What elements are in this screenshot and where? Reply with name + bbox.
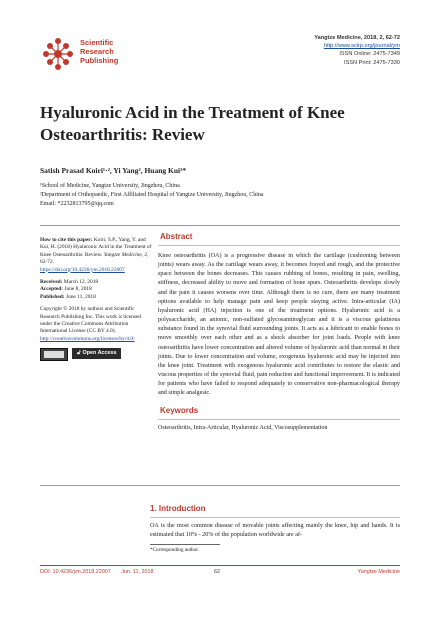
abstract-column bbox=[158, 232, 400, 431]
abstract-heading: Abstract bbox=[158, 232, 400, 246]
footnote-rule bbox=[150, 544, 220, 545]
issn-print: ISSN Print: 2475-7330 bbox=[344, 59, 400, 66]
section-divider bbox=[40, 485, 400, 486]
footer-journal: Yangtze Medicine bbox=[357, 569, 400, 575]
journal-info bbox=[200, 34, 400, 67]
received-label: Received: bbox=[40, 279, 63, 286]
paper-title bbox=[40, 102, 400, 146]
footnote: *Corresponding author. bbox=[150, 547, 199, 553]
cite-text: Koiri, S.P., Yang, Y. and Kui, H. (2018) Hyaluronic Acid in the Treatment of Knee Osteoarthritis: Review. bbox=[40, 237, 152, 258]
open-access-badge bbox=[72, 348, 121, 359]
journal-citation: Yangtze Medicine, 2018, 2, 62-72 bbox=[314, 35, 400, 41]
footer-date: Jun. 11, 2018 bbox=[121, 569, 154, 575]
publisher-name-line: Scientific bbox=[80, 38, 114, 47]
accepted-date: June 8, 2018 bbox=[63, 286, 92, 293]
open-access-label: Open Access bbox=[82, 350, 117, 357]
page-number: 62 bbox=[214, 569, 220, 575]
open-lock-icon: 🔓︎ bbox=[77, 350, 81, 357]
issn-online: ISSN Online: 2475-7349 bbox=[339, 51, 400, 58]
cc-by-icon[interactable] bbox=[40, 348, 68, 361]
author-list: Satish Prasad Koiri¹·², Yi Yang², Huang Kui²* bbox=[40, 166, 187, 175]
keywords-text: Osteoarthritis, Intra-Articular, Hyaluronic Acid, Viscosupplementation bbox=[158, 424, 328, 431]
dates-block bbox=[40, 279, 152, 301]
published-date: June 11, 2018 bbox=[64, 293, 96, 300]
introduction-heading: 1. Introduction bbox=[150, 504, 400, 518]
paper-title-line: Hyaluronic Acid in the Treatment of Knee bbox=[40, 103, 345, 122]
article-info-column bbox=[40, 237, 152, 361]
published-label: Published: bbox=[40, 293, 65, 300]
publisher-name bbox=[80, 38, 190, 65]
publisher-logo-icon bbox=[40, 36, 76, 72]
abstract-text: Knee osteoarthritis (OA) is a progressive disease in which the cartilage (cushioning between joints) wears away. As the cartilage wears away, it becomes frayed and rough, and the protective space between the bones decreases. This causes rubbing of bones, resulting in pain, swelling, stiffness, decreased ability to move and formation of bone spurs. Osteoarthritis develops slowly and the pain it causes worsens over time. Although there is no cure, there are many treatment options available to help manage pain and keep people staying active. Intra-articular (IA) hyaluronic acid (HA) injection is one of the treatment options. Hyaluronic acid is a polysaccharide, an anionic, non-sulfated glycosaminoglycan and it is a viscous gelatinous substance found in the synovial fluid surrounding joints. It acts as a lubricant to enable bones to move smoothly over each other and as a shock absorber for joint loads. People with knee osteoarthritis have lower concentration and altered volume of hyaluronic acid than normal in their joints. Due to lower concentration and volume, exogenous hyaluronic acid may be injected into the knee joint. Treatment with exogenous hyaluronic acid contributes to restore the elastic and viscous properties of the synovial fluid, pain reduction and functional improvement. It is indicated for patients who have failed to respond adequately to conservative non-pharmacological therapy and simple analgesic. bbox=[158, 253, 400, 397]
copyright-text: Copyright © 2018 by authors and Scientific Research Publishing Inc. This work is licensed under the Creative Commons Attribution International License (CC BY 4.0). bbox=[40, 306, 141, 335]
license-badges bbox=[40, 348, 152, 361]
keywords-heading: Keywords bbox=[158, 406, 400, 420]
cite-tail: , 2, 62-72. bbox=[40, 251, 149, 266]
footer-doi-text: DOI: 10.4236/ym.2018.22007 bbox=[40, 569, 111, 575]
cite-journal: Yangtze Medicine bbox=[103, 251, 142, 258]
email: Email: *2232813795@qq.com bbox=[40, 201, 114, 208]
header-divider bbox=[40, 225, 400, 226]
copyright-block bbox=[40, 306, 152, 343]
footer-rule bbox=[40, 565, 400, 566]
citation-block bbox=[40, 237, 152, 274]
affiliation-2: ²Department of Orthopaedic, First Affiliated Hospital of Yangtze University, Jingzhou, China bbox=[40, 192, 264, 199]
affiliations bbox=[40, 182, 400, 210]
publisher-name-line: Publishing bbox=[80, 56, 119, 65]
cite-label: How to cite this paper: bbox=[40, 237, 93, 243]
publisher-name-line: Research bbox=[80, 47, 114, 56]
journal-url-link[interactable]: http://www.scirp.org/journal/ym bbox=[323, 43, 400, 50]
affiliation-1: ¹School of Medicine, Yangtze University, Jingzhou, China bbox=[40, 183, 180, 189]
footer-doi bbox=[40, 569, 154, 575]
paper-title-line: Osteoarthritis: Review bbox=[40, 125, 205, 144]
doi-link[interactable]: https://doi.org/10.4236/ym.2018.22007 bbox=[40, 266, 125, 273]
received-date: March 12, 2018 bbox=[62, 279, 99, 286]
accepted-label: Accepted: bbox=[40, 286, 64, 293]
introduction-text: OA is the most common disease of movable joints affecting mainly the knee, hip and hands. It is estimated that 10% - 20% of the population worldwide are af- bbox=[150, 523, 400, 538]
license-link[interactable]: http://creativecommons.org/licenses/by/4.0/ bbox=[40, 335, 135, 342]
